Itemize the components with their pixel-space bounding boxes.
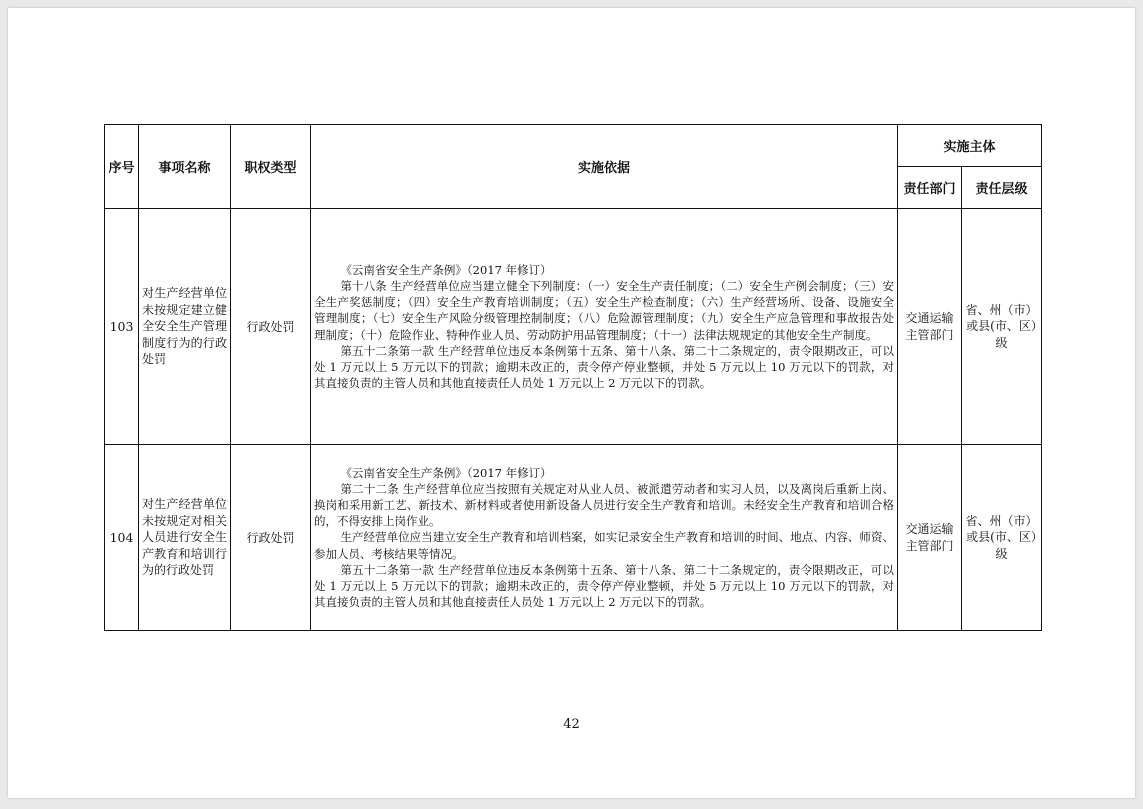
row-dept: 交通运输主管部门: [898, 445, 962, 631]
basis-paragraph: 第五十二条第一款 生产经营单位违反本条例第十五条、第十八条、第二十二条规定的，责令限期改正，可以处 1 万元以上 5 万元以下的罚款；逾期未改正的，责令停产停业整顿，并处 5 万元以上 10 万元以下的罚款，对其直接负责的主管人员和其他直接责任人员处 1 万元以上 2 万元以下的罚款。: [314, 343, 894, 391]
header-item-name: 事项名称: [139, 125, 231, 209]
row-level: 省、州（市）或县(市、区）级: [962, 445, 1042, 631]
row-seq: 104: [105, 445, 139, 631]
table-row: [105, 209, 1042, 445]
row-power-type: 行政处罚: [231, 209, 311, 445]
basis-paragraph: 生产经营单位应当建立安全生产教育和培训档案，如实记录安全生产教育和培训的时间、地点、内容、师资、参加人员、考核结果等情况。: [314, 530, 894, 561]
row-seq: 103: [105, 209, 139, 445]
basis-paragraph: 《云南省安全生产条例》（2017 年修订）: [340, 465, 552, 480]
authority-table: [104, 124, 1042, 631]
basis-paragraph: 第十八条 生产经营单位应当建立健全下列制度：（一）安全生产责任制度；（二）安全生产例会制度；（三）安全生产奖惩制度；（四）安全生产教育培训制度；（五）安全生产检查制度；（六）生产经营场所、设备、设施安全管理制度；（七）安全生产风险分级管理控制制度；（八）危险源管理制度；（九）安全生产应急管理和事故报告处理制度；（十）危险作业、特种作业人员、劳动防护用品管理制度；（十一）法律法规规定的其他安全生产制度。: [314, 278, 894, 342]
table-row: [105, 445, 1042, 631]
row-dept: 交通运输主管部门: [898, 209, 962, 445]
row-item-name: 对生产经营单位未按规定建立健全安全生产管理制度行为的行政处罚: [139, 209, 231, 445]
row-basis: [311, 445, 898, 631]
header-subject: 实施主体: [898, 125, 1042, 167]
row-level: 省、州（市）或县(市、区）级: [962, 209, 1042, 445]
row-basis: [311, 209, 898, 445]
basis-paragraph: 第二十二条 生产经营单位应当按照有关规定对从业人员、被派遣劳动者和实习人员，以及离岗后重新上岗、换岗和采用新工艺、新技术、新材料或者使用新设备人员进行安全生产教育和培训。未经安全生产教育和培训合格的，不得安排上岗作业。: [314, 481, 894, 529]
header-row-1: [105, 125, 1042, 167]
header-basis: 实施依据: [311, 125, 898, 209]
header-power-type: 职权类型: [231, 125, 311, 209]
page-number: 42: [563, 717, 580, 732]
document-page: [8, 8, 1135, 798]
row-power-type: 行政处罚: [231, 445, 311, 631]
basis-paragraph: 《云南省安全生产条例》（2017 年修订）: [340, 262, 552, 277]
row-item-name: 对生产经营单位未按规定对相关人员进行安全生产教育和培训行为的行政处罚: [139, 445, 231, 631]
header-seq: 序号: [105, 125, 139, 209]
header-dept: 责任部门: [898, 167, 962, 209]
header-level: 责任层级: [962, 167, 1042, 209]
basis-paragraph: 第五十二条第一款 生产经营单位违反本条例第十五条、第十八条、第二十二条规定的，责令限期改正，可以处 1 万元以上 5 万元以下的罚款；逾期未改正的，责令停产停业整顿，并处 5 万元以上 10 万元以下的罚款，对其直接负责的主管人员和其他直接责任人员处 1 万元以上 2 万元以下的罚款。: [314, 562, 894, 610]
